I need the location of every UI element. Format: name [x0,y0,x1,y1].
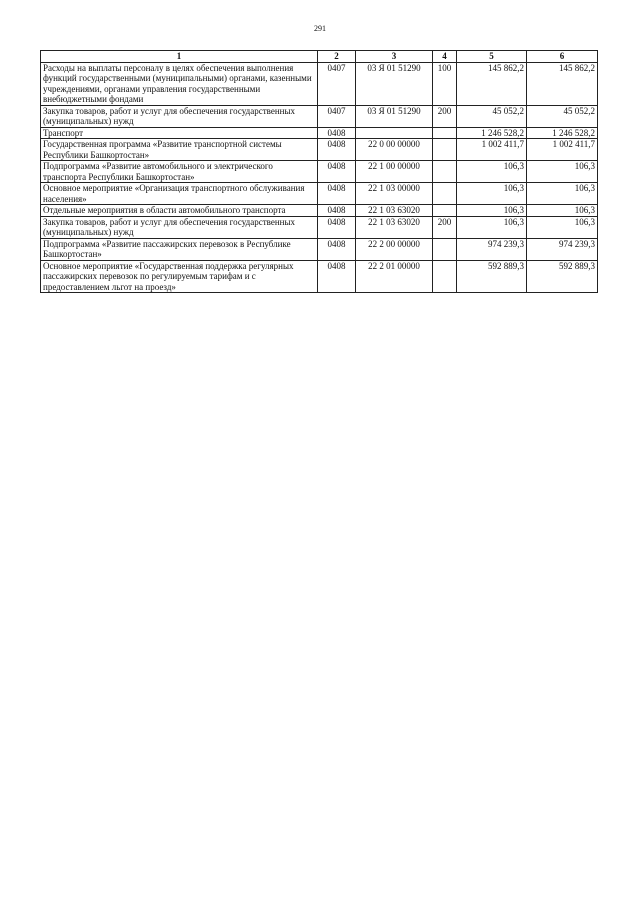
amount-cell: 106,3 [527,216,598,238]
table-row [41,238,598,260]
section-code-cell: 0408 [318,183,356,205]
table-row [41,62,598,105]
expense-type-cell: 200 [433,216,457,238]
target-article-cell [356,127,433,139]
amount-cell: 106,3 [457,161,527,183]
table-row [41,105,598,127]
target-article-cell: 22 1 03 63020 [356,216,433,238]
section-code-cell: 0408 [318,161,356,183]
section-code-cell: 0408 [318,127,356,139]
target-article-cell: 22 0 00 00000 [356,139,433,161]
amount-cell: 974 239,3 [527,238,598,260]
expense-name-cell: Подпрограмма «Развитие автомобильного и электрического транспорта Республики Башкортостан» [41,161,318,183]
expense-name-cell: Государственная программа «Развитие транспортной системы Республики Башкортостан» [41,139,318,161]
page-number: 291 [314,24,326,33]
expense-name-cell: Основное мероприятие «Государственная поддержка регулярных пассажирских перевозок по регулируемым тарифам и с предоставлением льгот на проезд» [41,260,318,293]
expense-type-cell [433,183,457,205]
expense-name-cell: Расходы на выплаты персоналу в целях обеспечения выполнения функций государственными (муниципальными) органами, казенными учреждениями, органами управления государственными внебюджетными фондами [41,62,318,105]
target-article-cell: 22 1 03 00000 [356,183,433,205]
amount-cell: 106,3 [527,161,598,183]
column-header: 1 [41,51,318,63]
expense-type-cell [433,127,457,139]
expense-name-cell: Подпрограмма «Развитие пассажирских перевозок в Республике Башкортостан» [41,238,318,260]
target-article-cell: 03 Я 01 51290 [356,62,433,105]
expense-type-cell [433,139,457,161]
section-code-cell: 0408 [318,216,356,238]
table-row [41,161,598,183]
expense-type-cell: 200 [433,105,457,127]
section-code-cell: 0408 [318,238,356,260]
amount-cell: 106,3 [527,183,598,205]
expense-type-cell: 100 [433,62,457,105]
expense-name-cell: Закупка товаров, работ и услуг для обеспечения государственных (муниципальных) нужд [41,216,318,238]
column-header: 4 [433,51,457,63]
target-article-cell: 22 2 01 00000 [356,260,433,293]
amount-cell: 974 239,3 [457,238,527,260]
amount-cell: 1 246 528,2 [527,127,598,139]
expense-type-cell [433,238,457,260]
table-row [41,205,598,217]
target-article-cell: 22 1 00 00000 [356,161,433,183]
section-code-cell: 0408 [318,139,356,161]
amount-cell: 1 002 411,7 [457,139,527,161]
section-code-cell: 0408 [318,205,356,217]
expense-name-cell: Закупка товаров, работ и услуг для обеспечения государственных (муниципальных) нужд [41,105,318,127]
amount-cell: 145 862,2 [527,62,598,105]
amount-cell: 145 862,2 [457,62,527,105]
table-row [41,216,598,238]
target-article-cell: 22 2 00 00000 [356,238,433,260]
amount-cell: 45 052,2 [527,105,598,127]
amount-cell: 106,3 [457,216,527,238]
expense-name-cell: Транспорт [41,127,318,139]
amount-cell: 592 889,3 [457,260,527,293]
target-article-cell: 03 Я 01 51290 [356,105,433,127]
amount-cell: 1 002 411,7 [527,139,598,161]
table-row [41,139,598,161]
amount-cell: 106,3 [457,183,527,205]
amount-cell: 106,3 [457,205,527,217]
target-article-cell: 22 1 03 63020 [356,205,433,217]
table-header-row [41,51,598,63]
amount-cell: 592 889,3 [527,260,598,293]
expense-type-cell [433,260,457,293]
budget-table [40,50,598,293]
expense-type-cell [433,161,457,183]
table-row [41,127,598,139]
section-code-cell: 0408 [318,260,356,293]
expense-type-cell [433,205,457,217]
section-code-cell: 0407 [318,62,356,105]
column-header: 2 [318,51,356,63]
column-header: 6 [527,51,598,63]
expense-name-cell: Отдельные мероприятия в области автомобильного транспорта [41,205,318,217]
column-header: 5 [457,51,527,63]
expense-name-cell: Основное мероприятие «Организация транспортного обслуживания населения» [41,183,318,205]
table-row [41,183,598,205]
amount-cell: 106,3 [527,205,598,217]
column-header: 3 [356,51,433,63]
amount-cell: 45 052,2 [457,105,527,127]
section-code-cell: 0407 [318,105,356,127]
amount-cell: 1 246 528,2 [457,127,527,139]
table-row [41,260,598,293]
